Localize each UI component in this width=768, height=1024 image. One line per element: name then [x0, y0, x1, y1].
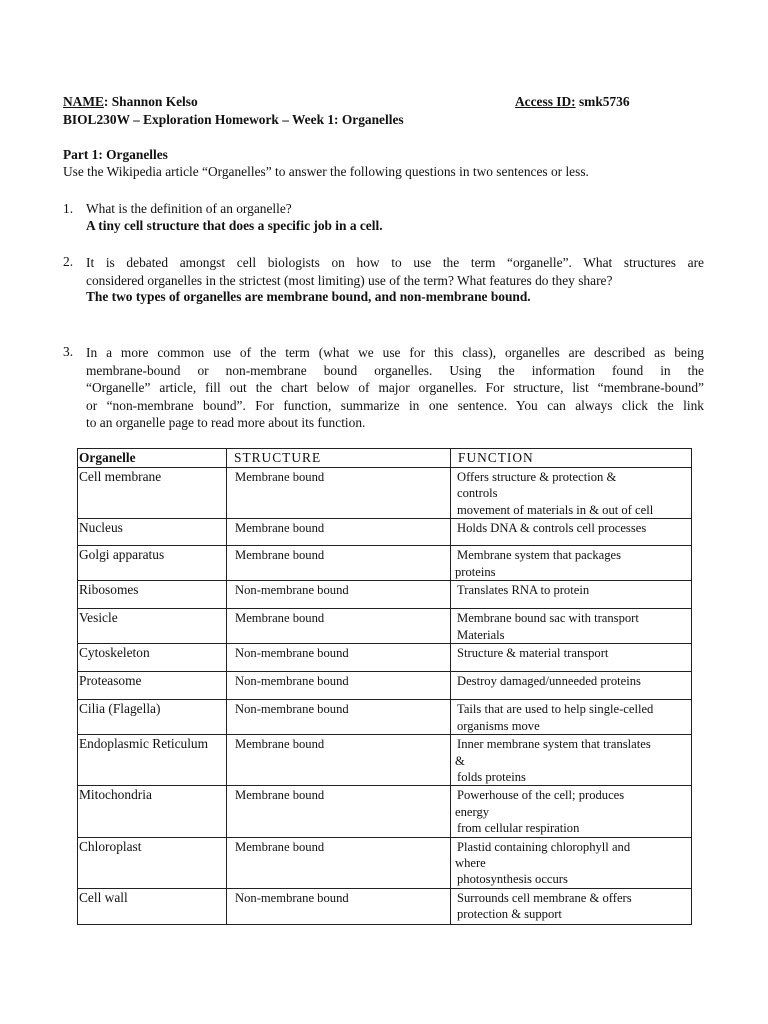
column-header-organelle: Organelle	[78, 449, 227, 468]
organelle-structure: Membrane bound	[227, 786, 451, 837]
question-line: “Organelle” article, fill out the chart below of major organelles. For structure, list “membrane-bound”	[86, 380, 704, 396]
function-line: protection & support	[457, 907, 562, 922]
organelle-name: Ribosomes	[78, 581, 227, 609]
function-line: Materials	[457, 627, 505, 642]
access-id-label: Access ID:	[515, 94, 576, 109]
function-line: from cellular respiration	[457, 821, 580, 836]
question-line: to an organelle page to read more about its function.	[86, 415, 366, 431]
organelle-name: Endoplasmic Reticulum	[78, 735, 227, 786]
function-line: Destroy damaged/unneeded proteins	[457, 674, 641, 689]
question-text	[86, 344, 704, 432]
organelle-structure: Non-membrane bound	[227, 644, 451, 672]
organelle-structure: Membrane bound	[227, 609, 451, 644]
organelle-function	[451, 735, 692, 786]
table-row	[78, 672, 692, 700]
organelle-structure: Non-membrane bound	[227, 581, 451, 609]
organelle-function	[451, 837, 692, 888]
function-line: Translates RNA to protein	[457, 583, 590, 598]
question-number: 1.	[63, 201, 74, 216]
organelle-structure: Non-membrane bound	[227, 888, 451, 924]
organelle-function	[451, 519, 692, 546]
function-line: organisms move	[457, 718, 540, 733]
access-id-line	[515, 94, 630, 110]
function-line: where	[455, 856, 486, 871]
organelle-name: Cilia (Flagella)	[78, 700, 227, 735]
question-text: What is the definition of an organelle?	[86, 201, 292, 216]
organelle-name: Vesicle	[78, 609, 227, 644]
function-line: Tails that are used to help single-celled	[457, 702, 654, 717]
function-line: energy	[455, 804, 490, 819]
access-id-value: smk5736	[575, 94, 630, 109]
table-row	[78, 888, 692, 924]
question-line: membrane-bound or non-membrane bound organelles. Using the information found in the	[86, 362, 704, 378]
organelle-function	[451, 672, 692, 700]
organelle-function	[451, 644, 692, 672]
organelle-name: Proteasome	[78, 672, 227, 700]
column-header-function: FUNCTION	[451, 449, 692, 468]
question-line: In a more common use of the term (what we use for this class), organelles are described as being	[86, 345, 704, 360]
organelle-structure: Membrane bound	[227, 468, 451, 519]
organelle-function	[451, 546, 692, 581]
organelle-name: Golgi apparatus	[78, 546, 227, 581]
table-row	[78, 581, 692, 609]
function-line: controls	[457, 486, 498, 501]
function-line: Structure & material transport	[457, 646, 609, 661]
table-row	[78, 700, 692, 735]
organelle-function	[451, 468, 692, 519]
table-row	[78, 786, 692, 837]
organelle-function	[451, 888, 692, 924]
organelle-structure: Non-membrane bound	[227, 700, 451, 735]
organelle-function	[451, 786, 692, 837]
organelle-name: Cytoskeleton	[78, 644, 227, 672]
name-label: NAME	[63, 94, 104, 109]
function-line: Holds DNA & controls cell processes	[457, 521, 647, 536]
student-name: : Shannon Kelso	[103, 94, 198, 109]
function-line: proteins	[455, 564, 496, 579]
table-row	[78, 546, 692, 581]
organelle-function	[451, 609, 692, 644]
function-line: folds proteins	[457, 770, 526, 785]
part-title: Part 1: Organelles	[63, 147, 168, 162]
organelle-structure: Membrane bound	[227, 735, 451, 786]
organelle-name: Cell wall	[78, 888, 227, 924]
column-header-structure: STRUCTURE	[227, 449, 451, 468]
function-line: Plastid containing chlorophyll and	[457, 839, 631, 854]
function-line: Offers structure & protection &	[457, 470, 617, 484]
question-line: or “non-membrane bound”. For function, summarize in one sentence. You can always click the link	[86, 397, 704, 413]
function-line: &	[455, 753, 465, 768]
table-row	[78, 609, 692, 644]
student-name-line	[63, 94, 198, 110]
question-number: 2.	[63, 254, 74, 269]
question-line: It is debated amongst cell biologists on how to use the term “organelle”. What structures are	[86, 255, 704, 270]
organelle-function	[451, 700, 692, 735]
question-line: considered organelles in the strictest (most limiting) use of the term? What features do they share?	[86, 272, 613, 288]
organelle-structure: Membrane bound	[227, 519, 451, 546]
organelle-structure: Membrane bound	[227, 837, 451, 888]
function-line: Inner membrane system that translates	[457, 737, 651, 752]
part-instructions: Use the Wikipedia article “Organelles” to answer the following questions in two sentences or less.	[63, 164, 589, 179]
function-line: Powerhouse of the cell; produces	[457, 788, 625, 803]
table-row	[78, 519, 692, 546]
question-text	[86, 254, 704, 289]
answer-text: The two types of organelles are membrane bound, and non-membrane bound.	[86, 289, 531, 304]
function-line: Membrane system that packages	[457, 548, 622, 563]
table-row	[78, 644, 692, 672]
organelle-name: Cell membrane	[78, 468, 227, 519]
function-line: movement of materials in & out of cell	[457, 502, 654, 517]
course-title: BIOL230W – Exploration Homework – Week 1: Organelles	[63, 112, 404, 127]
function-line: Surrounds cell membrane & offers	[457, 890, 632, 905]
table-row	[78, 837, 692, 888]
organelle-name: Chloroplast	[78, 837, 227, 888]
organelle-name: Mitochondria	[78, 786, 227, 837]
organelle-structure: Membrane bound	[227, 546, 451, 581]
organelle-structure: Non-membrane bound	[227, 672, 451, 700]
function-line: Membrane bound sac with transport	[457, 611, 639, 626]
question-number: 3.	[63, 344, 74, 359]
answer-text: A tiny cell structure that does a specific job in a cell.	[86, 218, 383, 233]
table-header-row	[78, 449, 692, 468]
table-row	[78, 468, 692, 519]
organelle-function	[451, 581, 692, 609]
table-row	[78, 735, 692, 786]
function-line: photosynthesis occurs	[457, 872, 568, 887]
organelle-table	[77, 448, 692, 925]
organelle-name: Nucleus	[78, 519, 227, 546]
